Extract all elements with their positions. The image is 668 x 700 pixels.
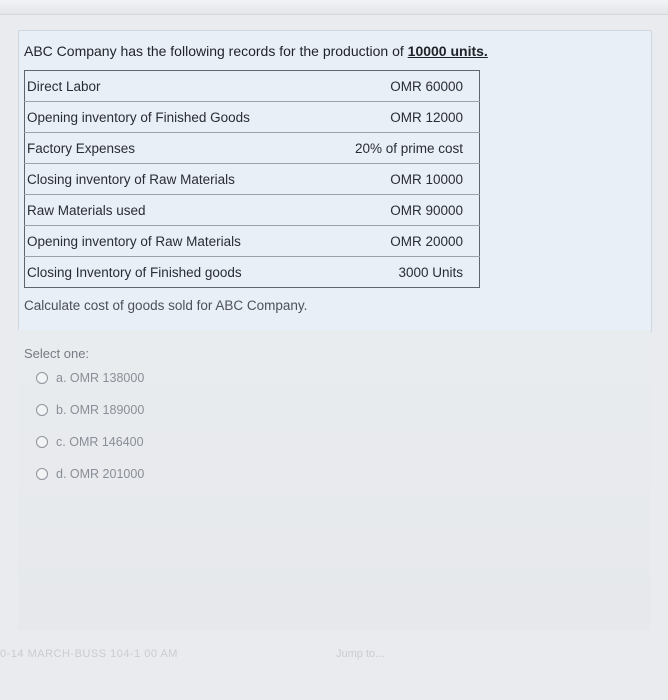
record-value: OMR 10000: [316, 164, 479, 195]
option-letter: d.: [56, 467, 67, 481]
radio-button-d[interactable]: [36, 468, 48, 480]
radio-button-b[interactable]: [36, 404, 48, 416]
browser-top-band: [0, 0, 668, 15]
question-instruction: Calculate cost of goods sold for ABC Company.: [24, 298, 308, 313]
record-value: OMR 20000: [316, 226, 479, 257]
answer-option-c[interactable]: [36, 433, 144, 451]
answer-option-b[interactable]: [36, 401, 144, 419]
table-row: [25, 164, 480, 195]
records-table: [24, 70, 480, 288]
table-row: [25, 195, 480, 226]
table-row: [25, 102, 480, 133]
radio-button-a[interactable]: [36, 372, 48, 384]
record-label: Opening inventory of Finished Goods: [25, 102, 317, 133]
record-label: Factory Expenses: [25, 133, 317, 164]
previous-activity-link[interactable]: 0-14 MARCH-BUSS 104-1 00 AM: [0, 648, 178, 660]
table-row: [25, 71, 480, 102]
radio-button-c[interactable]: [36, 436, 48, 448]
record-label: Closing inventory of Raw Materials: [25, 164, 317, 195]
option-text: OMR 146400: [69, 435, 144, 449]
record-label: Direct Labor: [25, 71, 317, 102]
select-one-prompt: Select one:: [24, 346, 90, 361]
question-intro: [24, 43, 488, 59]
question-intro-text: ABC Company has the following records for the production of: [24, 43, 404, 59]
table-row: [25, 133, 480, 164]
record-value: 20% of prime cost: [316, 133, 479, 164]
production-units: 10000 units.: [407, 43, 488, 59]
option-letter: c.: [56, 435, 66, 449]
option-text: OMR 189000: [69, 403, 145, 417]
record-value: 3000 Units: [316, 257, 479, 288]
record-value: OMR 60000: [316, 71, 479, 102]
record-label: Raw Materials used: [25, 195, 317, 226]
answer-option-d[interactable]: [36, 465, 144, 483]
option-letter: a.: [56, 371, 67, 385]
record-value: OMR 90000: [316, 195, 479, 226]
record-label: Closing Inventory of Finished goods: [25, 257, 317, 288]
record-label: Opening inventory of Raw Materials: [25, 226, 317, 257]
table-row: [25, 226, 480, 257]
jump-to-select[interactable]: Jump to...: [336, 648, 385, 660]
record-value: OMR 12000: [316, 102, 479, 133]
option-text: OMR 138000: [69, 371, 145, 385]
answer-option-a[interactable]: [36, 369, 144, 387]
option-text: OMR 201000: [69, 467, 145, 481]
table-row: [25, 257, 480, 288]
option-letter: b.: [56, 403, 67, 417]
